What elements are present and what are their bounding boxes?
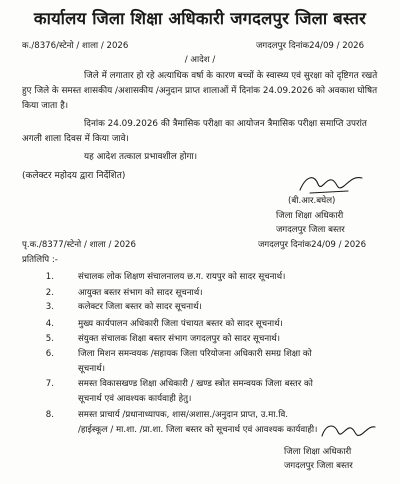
signature-2-mark <box>318 420 378 444</box>
copy-reference-number: पृ.क./8377/स्टेनो / शाला / 2026 <box>22 240 136 250</box>
order-heading: / आदेश / <box>184 55 216 65</box>
copy-to-label: प्रतिलिपि :- <box>22 255 58 265</box>
copy-list-item-number: 6. <box>45 349 54 359</box>
copy-list-item-text: समस्त प्राचार्य /प्रधानाध्यापक, शास/अशास./अनुदान प्राप्त, उ.मा.वि. <box>78 410 288 420</box>
signatory-place: जगदलपुर जिला बस्तर <box>276 225 345 235</box>
copy-list-item-text: संयुक्त संचालक शिक्षा बस्तर संभाग जगदलपुर को सादर सूचनार्थ। <box>78 334 281 344</box>
collector-directive: (कलेक्टर महोदय द्वारा निर्देशित) <box>22 171 126 181</box>
copy-list-item-text: संचालक लोक शिक्षण संचालनालय छ.ग. रायपुर को सादर सूचनार्थ। <box>78 272 286 282</box>
copy-list-item-number: 4. <box>45 319 54 329</box>
copy-list-item-number: 7. <box>45 379 54 389</box>
copy-reference-date: जगदलपुर दिनांक24/09 / 2026 <box>258 240 367 250</box>
reference-number: क./8376/स्टेनो / शाला / 2026 <box>22 41 129 51</box>
order-paragraph-1: जिले में लगातार हो रहे अत्याधिक वर्षा के कारण बच्चों के स्वास्थ्य एवं सुरक्षा को दृष्टिगत रखते हुए जिले के समस्त शासकीय /अशासकीय /अनुदान प्राप्त शालाओं में दिनांक 24.09.2026 को अवकाश घोषित किया जाता है। <box>22 71 378 111</box>
signatory-2-designation: जिला शिक्षा अधिकारी <box>284 447 352 457</box>
copy-list-item-text: /हाईस्कूल / मा.शा. /प्रा.शा. जिला बस्तर को सूचनार्थ एवं आवश्यक कार्यवाही। <box>78 425 318 435</box>
signatory-designation: जिला शिक्षा अधिकारी <box>276 211 344 221</box>
copy-list-item-number: 5. <box>45 334 54 344</box>
copy-list-item-number: 2. <box>45 288 54 298</box>
copy-list-item-text: सूचनार्थ। <box>78 364 106 374</box>
copy-list-item-text: आयुक्त बस्तर संभाग को सादर सूचनार्थ। <box>78 288 203 298</box>
copy-list-item-text: समस्त विकासखण्ड शिक्षा अधिकारी / खण्ड स्त्रोत समन्वयक जिला बस्तर को <box>78 379 313 389</box>
order-paragraph-2: दिनांक 24.09.2026 की त्रैमासिक परीक्षा का आयोजन त्रैमासिक परीक्षा समाप्ति उपरांत अगली शाला दिवस में किया जावे। <box>22 119 367 144</box>
signatory-name: (बी.आर.बघेल) <box>288 196 336 206</box>
copy-list-item-text: कलेक्टर जिला बस्तर को सादर सूचनार्थ। <box>78 302 202 312</box>
copy-list-item-text: जिला मिशन समन्वयक /सहायक जिला परियोजना अधिकारी समग्र शिक्षा को <box>78 349 312 359</box>
order-paragraph-3: यह आदेश तत्काल प्रभावशील होगा। <box>84 152 198 162</box>
copy-list-item-number: 1. <box>45 272 54 282</box>
copy-list-item-text: मुख्य कार्यपालन अधिकारी जिला पंचायत बस्तर को सादर सूचनार्थ। <box>78 319 283 329</box>
reference-date: जगदलपुर दिनांक24/09 / 2026 <box>256 41 365 51</box>
office-title: कार्यालय जिला शिक्षा अधिकारी जगदलपुर जिला बस्तर <box>33 9 367 28</box>
copy-list-item-number: 8. <box>45 410 54 420</box>
copy-list-item-text: सूचनार्थ एवं आवश्यक कार्यवाही हेतु। <box>78 394 192 404</box>
signatory-2-place: जगदलपुर जिला बस्तर <box>284 461 353 471</box>
copy-list-item-number: 3. <box>45 302 54 312</box>
